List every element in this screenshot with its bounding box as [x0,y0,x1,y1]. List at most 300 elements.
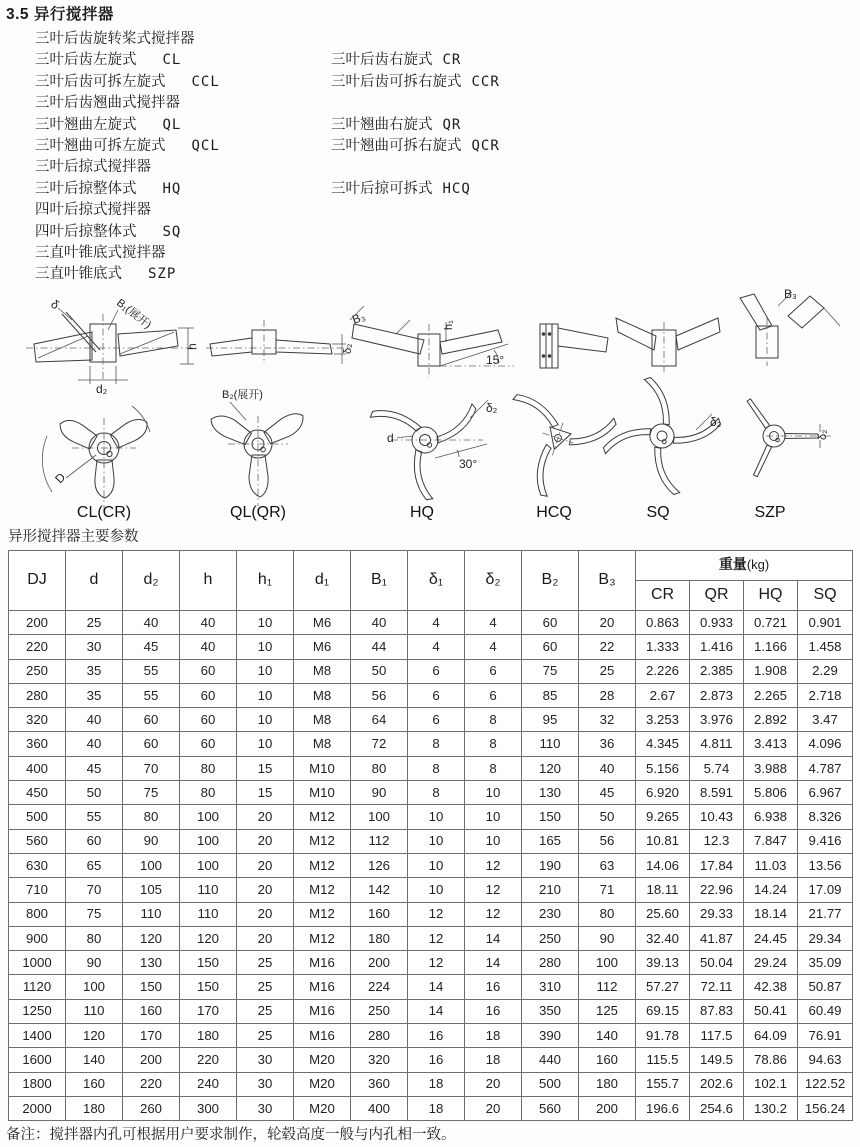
drawing-caption: HCQ [536,504,572,521]
table-cell: 2.385 [690,659,744,683]
table-cell: 155.7 [636,1072,690,1096]
table-cell: 280 [9,683,66,707]
table-cell: 200 [579,1096,636,1120]
type-code: QCL [191,137,220,154]
table-cell: 17.84 [690,853,744,877]
table-cell: 560 [9,829,66,853]
table-cell: 60 [66,829,123,853]
table-cell: 39.13 [636,951,690,975]
table-cell: 1250 [9,999,66,1023]
table-cell: 16 [465,975,522,999]
type-line [35,91,850,112]
table-cell: 60 [522,611,579,635]
type-label: 三直叶锥底式 [35,266,122,283]
table-cell: 29.34 [798,926,853,950]
table-cell: 125 [579,999,636,1023]
table-cell: 11.03 [744,853,798,877]
table-cell: 2.873 [690,683,744,707]
table-row [9,1096,853,1120]
type-code: SZP [148,266,177,283]
table-cell: 120 [522,756,579,780]
table-cell: 9.265 [636,805,690,829]
table-cell: 180 [351,926,408,950]
table-cell: 42.38 [744,975,798,999]
table-cell: 170 [123,1024,180,1048]
table-cell: 100 [351,805,408,829]
table-cell: 120 [180,926,237,950]
type-line [35,134,850,155]
table-cell: 55 [66,805,123,829]
table-cell: 10 [237,732,294,756]
table-cell: 440 [522,1048,579,1072]
table-cell: 71 [579,878,636,902]
type-label: 三叶后齿可拆右旋式 [331,73,462,90]
drawing-ql-qr [207,409,308,506]
table-cell: 90 [579,926,636,950]
table-cell: 60 [123,708,180,732]
table-cell: 4 [465,635,522,659]
type-label: 三叶翘曲可拆右旋式 [331,137,462,154]
type-line [35,220,850,241]
table-cell: 200 [9,611,66,635]
table-cell: 1000 [9,951,66,975]
table-cell: 50 [66,781,123,805]
table-cell: 220 [180,1048,237,1072]
table-cell: 4.096 [798,732,853,756]
table-cell: 25 [66,611,123,635]
table-cell: M20 [294,1072,351,1096]
table-cell: 1400 [9,1024,66,1048]
table-cell: 15 [237,756,294,780]
table-cell: 16 [465,999,522,1023]
table-cell: 40 [579,756,636,780]
type-code: QL [162,116,182,133]
table-cell: M16 [294,975,351,999]
table-cell: 45 [123,635,180,659]
type-label: 三叶后齿左旋式 [35,52,137,69]
dim-b1-label: B₁(展开) [114,296,154,332]
params-table [8,550,853,1121]
table-cell: 4 [465,611,522,635]
table-title: 异形搅拌器主要参数 [8,529,139,545]
table-cell: M6 [294,635,351,659]
table-cell: 12 [408,926,465,950]
type-line [35,155,850,176]
table-cell: 800 [9,902,66,926]
col-header-cr: CR [636,581,690,611]
dim-d-label: d [387,431,394,445]
table-cell: 2.718 [798,683,853,707]
table-cell: 165 [522,829,579,853]
drawing-bolted-hub [540,324,608,368]
drawing-hq [368,394,487,502]
table-cell: 122.52 [798,1072,853,1096]
table-cell: 14 [465,951,522,975]
table-cell: 160 [579,1048,636,1072]
table-cell: M20 [294,1096,351,1120]
drawing-caption: CL(CR) [76,504,132,521]
type-list [35,27,850,284]
dim-angle15-label: 15° [486,353,505,367]
table-cell: 40 [66,708,123,732]
table-cell: 36 [579,732,636,756]
table-row [9,878,853,902]
table-cell: 150 [180,975,237,999]
table-cell: 0.863 [636,611,690,635]
table-cell: 45 [579,781,636,805]
dim-b3-left-label: B₃ [350,309,368,327]
table-cell: 25 [237,1024,294,1048]
table-row [9,951,853,975]
table-cell: 6.938 [744,805,798,829]
table-cell: 350 [522,999,579,1023]
table-cell: 10.43 [690,805,744,829]
table-cell: M12 [294,805,351,829]
params-table-body [9,611,853,1121]
table-cell: 50 [579,805,636,829]
type-line [35,48,850,69]
table-cell: 40 [180,611,237,635]
table-cell: 4.345 [636,732,690,756]
table-cell: 5.74 [690,756,744,780]
type-line [35,27,850,48]
table-cell: 18 [465,1048,522,1072]
type-code: CCR [471,73,500,90]
table-cell: 35 [66,659,123,683]
table-cell: 400 [9,756,66,780]
dim-b2-label: B₂(展开) [222,389,263,401]
dim-h-label: h [185,343,199,350]
table-cell: 1.166 [744,635,798,659]
type-line [35,262,850,283]
dim-delta2-szp-label: δ₂ [817,429,829,440]
table-cell: 8 [408,781,465,805]
table-cell: 10 [465,829,522,853]
table-cell: 150 [123,975,180,999]
table-cell: 16 [408,1048,465,1072]
type-line [35,198,850,219]
table-cell: 2.892 [744,708,798,732]
table-cell: 4.787 [798,756,853,780]
type-code: CL [162,52,182,69]
table-cell: 45 [66,756,123,780]
table-cell: 110 [66,999,123,1023]
table-cell: 60 [123,732,180,756]
drawing-two-blade-side [616,318,720,374]
table-cell: 140 [579,1024,636,1048]
table-cell: 8 [465,756,522,780]
table-cell: M8 [294,659,351,683]
table-cell: 8 [465,732,522,756]
table-cell: 4 [408,611,465,635]
table-cell: 41.87 [690,926,744,950]
table-cell: 2.265 [744,683,798,707]
table-cell: 20 [237,926,294,950]
type-label: 三叶后齿右旋式 [331,52,433,69]
table-cell: 80 [579,902,636,926]
table-cell: M8 [294,732,351,756]
table-row [9,611,853,635]
table-cell: 6 [408,683,465,707]
table-cell: 200 [351,951,408,975]
table-cell: 10 [237,708,294,732]
table-cell: M16 [294,1024,351,1048]
table-cell: 10 [237,659,294,683]
table-cell: 0.933 [690,611,744,635]
dim-h1-label: h₁ [443,320,455,330]
col-header-d: d [66,551,123,611]
col-header-delta2: δ₂ [465,551,522,611]
table-cell: 250 [9,659,66,683]
table-cell: 30 [237,1048,294,1072]
table-cell: 90 [66,951,123,975]
table-cell: 202.6 [690,1072,744,1096]
table-cell: 1800 [9,1072,66,1096]
drawing-caption: SQ [646,504,670,521]
drawing-propeller-side [26,296,199,396]
table-cell: 150 [180,951,237,975]
table-cell: 5.156 [636,756,690,780]
drawing-cl-cr [42,406,152,510]
table-cell: 20 [579,611,636,635]
table-cell: 12 [465,878,522,902]
table-cell: 2.226 [636,659,690,683]
table-cell: 28 [579,683,636,707]
table-cell: 9.416 [798,829,853,853]
table-cell: 4 [408,635,465,659]
table-cell: 360 [351,1072,408,1096]
table-cell: 20 [237,805,294,829]
table-cell: 6 [465,659,522,683]
table-cell: 60.49 [798,999,853,1023]
table-cell: 25 [237,999,294,1023]
table-row [9,756,853,780]
table-cell: 900 [9,926,66,950]
table-cell: 40 [180,635,237,659]
table-cell: 64 [351,708,408,732]
table-cell: 76.91 [798,1024,853,1048]
table-cell: 12 [408,951,465,975]
table-cell: 90 [351,781,408,805]
table-cell: 8.326 [798,805,853,829]
table-cell: 500 [9,805,66,829]
table-cell: 360 [9,732,66,756]
table-cell: 6 [408,708,465,732]
type-code: HQ [162,180,182,197]
type-label: 三叶翘曲右旋式 [331,116,433,133]
type-code: SQ [162,223,182,240]
table-cell: 100 [180,805,237,829]
table-cell: 0.721 [744,611,798,635]
type-label: 三叶翘曲左旋式 [35,116,137,133]
table-cell: 64.09 [744,1024,798,1048]
table-cell: 160 [123,999,180,1023]
table-cell: 50 [351,659,408,683]
dim-delta2-hq-label: δ₂ [486,401,498,415]
type-code: CR [442,52,462,69]
col-header-qr: QR [690,581,744,611]
table-cell: 117.5 [690,1024,744,1048]
table-cell: 10 [237,635,294,659]
table-cell: 1600 [9,1048,66,1072]
table-cell: 14 [408,975,465,999]
table-cell: 3.253 [636,708,690,732]
table-cell: 57.27 [636,975,690,999]
col-header-sq: SQ [798,581,853,611]
table-cell: 310 [522,975,579,999]
table-cell: 30 [237,1096,294,1120]
table-cell: 20 [237,878,294,902]
table-row [9,708,853,732]
table-cell: 72 [351,732,408,756]
table-cell: M12 [294,853,351,877]
table-cell: M10 [294,781,351,805]
table-cell: 60 [180,708,237,732]
table-cell: 70 [66,878,123,902]
drawing-flat-blade-top [206,320,354,364]
section-heading: 3.5 异行搅拌器 [6,6,114,23]
table-cell: 180 [66,1096,123,1120]
type-label: 三叶后齿翘曲式搅拌器 [35,95,180,112]
table-cell: 130 [522,781,579,805]
table-cell: 6 [408,659,465,683]
type-label: 三叶后齿可拆左旋式 [35,73,166,90]
type-code: QR [442,116,462,133]
table-row [9,732,853,756]
table-cell: 32.40 [636,926,690,950]
type-label: 四叶后掠式搅拌器 [35,202,151,219]
table-cell: 95 [522,708,579,732]
table-cell: 13.56 [798,853,853,877]
table-cell: 50.41 [744,999,798,1023]
table-cell: 710 [9,878,66,902]
table-cell: 12 [465,853,522,877]
table-cell: 80 [351,756,408,780]
table-cell: 110 [123,902,180,926]
col-header-hq: HQ [744,581,798,611]
table-cell: 1.458 [798,635,853,659]
table-cell: 29.24 [744,951,798,975]
table-cell: 100 [180,853,237,877]
table-cell: 69.15 [636,999,690,1023]
dim-b3-right-label: B₃ [784,288,797,301]
dim-D-label: D [52,470,69,487]
table-cell: 150 [522,805,579,829]
table-cell: 63 [579,853,636,877]
type-code: HCQ [442,180,471,197]
col-header-b3: B₃ [579,551,636,611]
technical-drawings [0,288,860,526]
type-line [35,241,850,262]
table-cell: M12 [294,878,351,902]
table-cell: 190 [522,853,579,877]
table-cell: 130 [123,951,180,975]
table-cell: 10 [408,829,465,853]
table-cell: M20 [294,1048,351,1072]
table-row [9,683,853,707]
table-cell: 224 [351,975,408,999]
table-cell: 100 [66,975,123,999]
table-cell: 1.416 [690,635,744,659]
table-cell: 22 [579,635,636,659]
table-cell: 5.806 [744,781,798,805]
table-cell: 30 [66,635,123,659]
table-cell: 560 [522,1096,579,1120]
table-cell: 55 [123,683,180,707]
table-cell: 2000 [9,1096,66,1120]
table-cell: 14.06 [636,853,690,877]
table-cell: 70 [123,756,180,780]
table-cell: 50.87 [798,975,853,999]
type-label: 四叶后掠整体式 [35,223,137,240]
table-row [9,926,853,950]
table-cell: 90 [123,829,180,853]
table-cell: 40 [66,732,123,756]
type-code: CCL [191,73,220,90]
dim-angle30-label: 30° [459,457,478,471]
table-cell: 80 [180,756,237,780]
table-cell: 1120 [9,975,66,999]
table-cell: 20 [465,1072,522,1096]
table-cell: 110 [180,878,237,902]
table-cell: 2.29 [798,659,853,683]
table-cell: 126 [351,853,408,877]
table-cell: 24.45 [744,926,798,950]
table-row [9,999,853,1023]
table-cell: M8 [294,708,351,732]
table-cell: 18.14 [744,902,798,926]
table-cell: 22.96 [690,878,744,902]
table-cell: 300 [180,1096,237,1120]
table-cell: 80 [180,781,237,805]
table-cell: 390 [522,1024,579,1048]
table-cell: 18.11 [636,878,690,902]
table-cell: 0.901 [798,611,853,635]
table-cell: 72.11 [690,975,744,999]
table-cell: 630 [9,853,66,877]
table-cell: 85 [522,683,579,707]
type-line [35,177,850,198]
table-cell: 80 [123,805,180,829]
table-cell: 1.908 [744,659,798,683]
footer-note: 备注：搅拌器内孔可根据用户要求制作，轮毂高度一般与内孔相一致。 [6,1127,456,1143]
table-cell: 3.988 [744,756,798,780]
table-cell: 2.67 [636,683,690,707]
table-row [9,635,853,659]
col-header-h1: h₁ [237,551,294,611]
table-cell: 8.591 [690,781,744,805]
table-cell: 7.847 [744,829,798,853]
col-header-d1: d₁ [294,551,351,611]
table-cell: 65 [66,853,123,877]
table-cell: 450 [9,781,66,805]
table-cell: 91.78 [636,1024,690,1048]
table-cell: 35 [66,683,123,707]
table-row [9,829,853,853]
table-cell: 320 [351,1048,408,1072]
table-cell: 250 [522,926,579,950]
table-cell: 29.33 [690,902,744,926]
table-cell: 100 [123,853,180,877]
table-cell: 10 [408,853,465,877]
table-cell: 10 [408,878,465,902]
table-cell: 14 [408,999,465,1023]
col-header-b1: B₁ [351,551,408,611]
table-cell: 280 [351,1024,408,1048]
table-cell: 21.77 [798,902,853,926]
table-cell: 75 [123,781,180,805]
table-cell: 14 [465,926,522,950]
